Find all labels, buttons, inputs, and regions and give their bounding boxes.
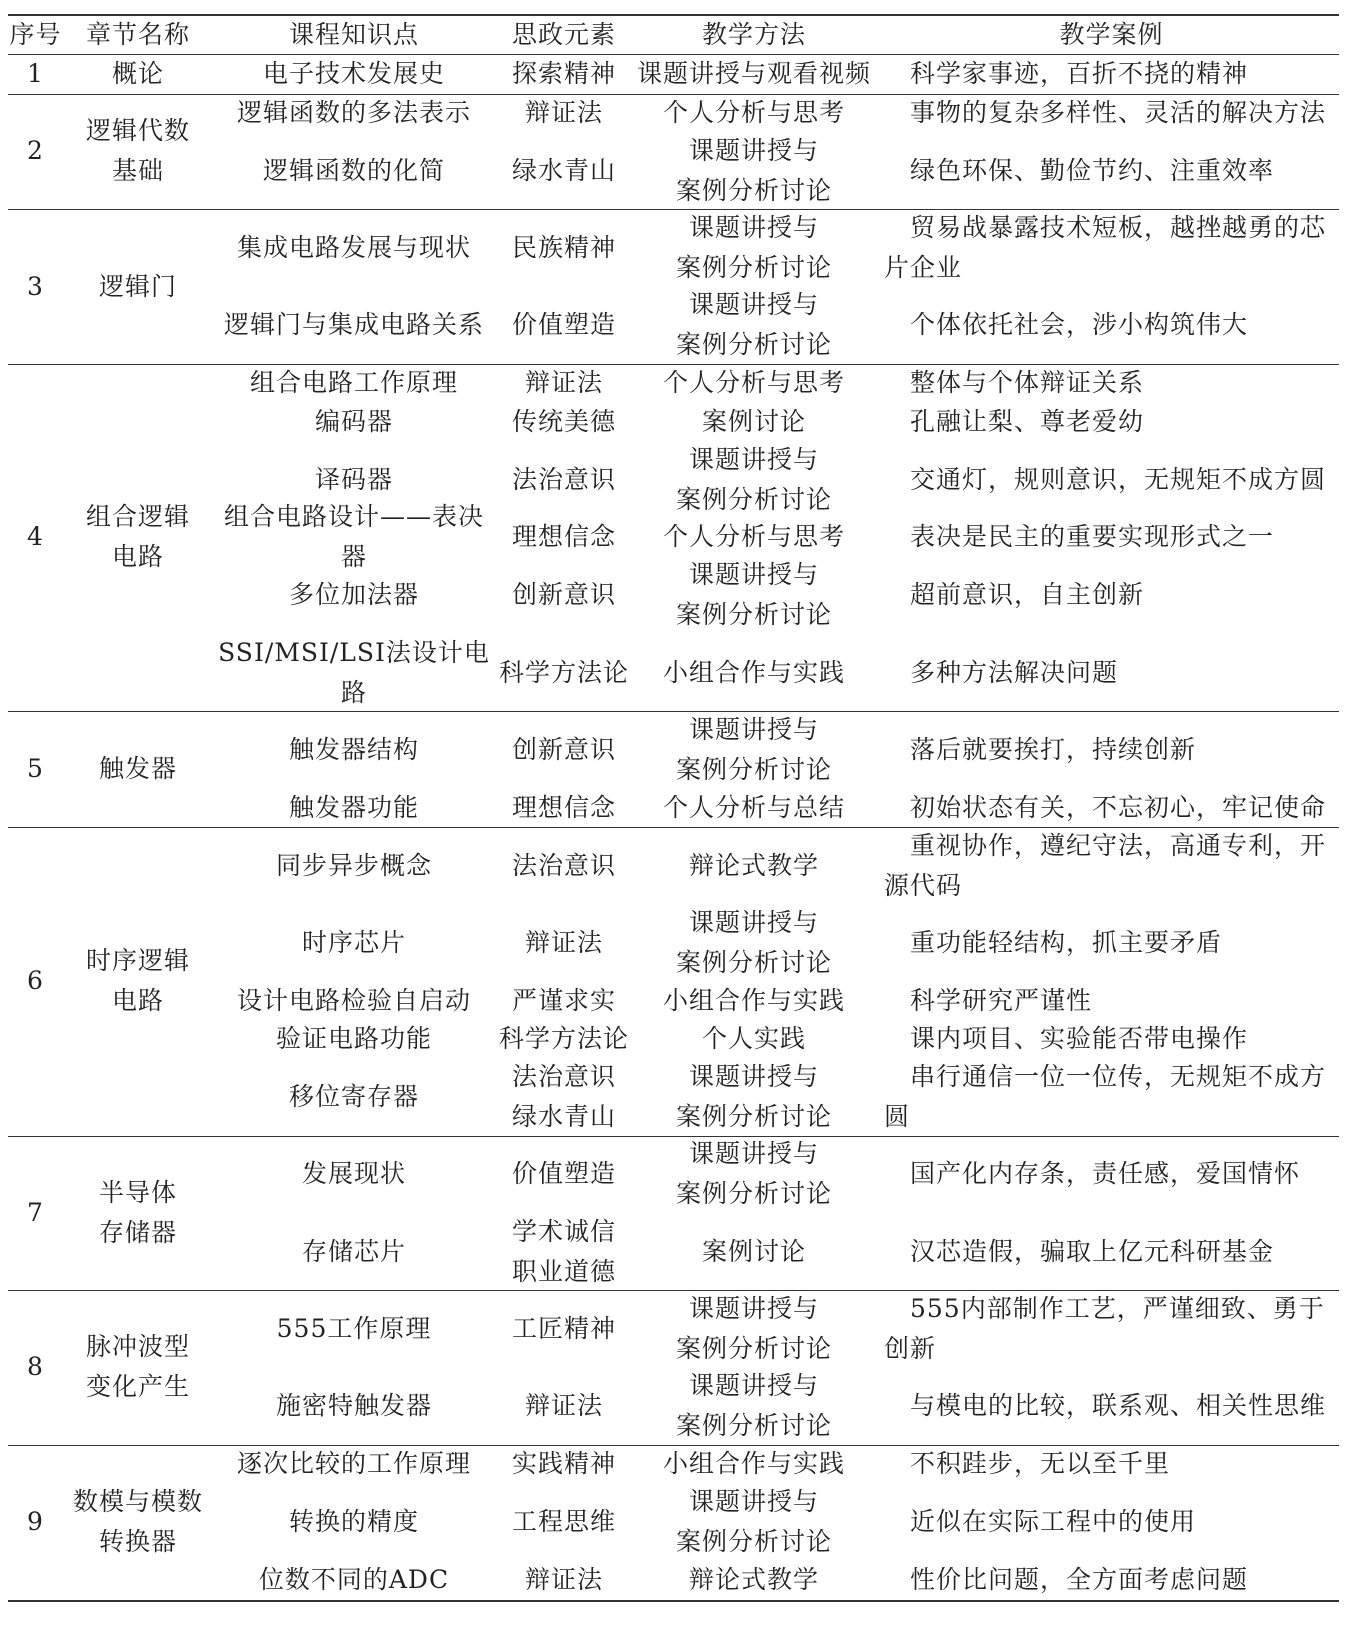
teaching-case-cell — [884, 1059, 1339, 1136]
ideology-element-cell — [495, 287, 633, 364]
teaching-case-cell-text: 初始状态有关，不忘初心，牢记使命 — [910, 792, 1327, 822]
ideology-element-cell-text: 创新意识 — [511, 734, 616, 764]
row-number-cell — [8, 827, 63, 1136]
ideology-element-cell-text: 辩证法 — [524, 97, 603, 127]
knowledge-point-cell-text: 555工作原理 — [276, 1313, 432, 1343]
teaching-method-cell-text: 课题讲授与 案例分析讨论 — [675, 1370, 832, 1440]
knowledge-point-cell — [213, 94, 495, 133]
knowledge-point-cell — [213, 364, 495, 403]
teaching-case-cell — [884, 1290, 1339, 1367]
ideology-element-cell-text: 科学方法论 — [498, 657, 629, 687]
teaching-method-cell-text: 个人分析与思考 — [662, 97, 845, 127]
ideology-element-cell-text: 创新意识 — [511, 580, 616, 610]
knowledge-point-cell-text: 存储芯片 — [301, 1236, 406, 1266]
teaching-method-cell — [633, 518, 875, 557]
header-no-text: 序号 — [9, 19, 62, 49]
teaching-method-cell-text: 课题讲授与 案例分析讨论 — [675, 1486, 832, 1556]
teaching-case-cell — [884, 1020, 1339, 1059]
chapter-name-cell — [63, 1290, 213, 1444]
teaching-case-cell-text: 落后就要挨打，持续创新 — [910, 734, 1197, 764]
teaching-method-cell-text: 课题讲授与 案例分析讨论 — [675, 907, 832, 977]
header-case-text: 教学案例 — [1059, 19, 1164, 49]
knowledge-point-cell — [213, 1059, 495, 1136]
teaching-case-cell-text: 贸易战暴露技术短板，越挫越勇的芯片企业 — [884, 212, 1327, 282]
teaching-method-cell — [633, 1367, 875, 1444]
knowledge-point-cell-text: 逻辑门与集成电路关系 — [223, 310, 484, 340]
header-element-text: 思政元素 — [511, 19, 616, 49]
knowledge-point-cell-text: 转换的精度 — [288, 1506, 419, 1536]
chapter-name-cell-text: 数模与模数 转换器 — [72, 1486, 203, 1556]
teaching-method-cell — [633, 209, 875, 286]
knowledge-point-cell-text: 逐次比较的工作原理 — [236, 1448, 471, 1478]
row-number-cell-text: 4 — [27, 522, 44, 552]
ideology-element-cell — [495, 132, 633, 209]
ideology-element-cell-text: 辩证法 — [524, 1564, 603, 1594]
chapter-name-cell-text: 半导体 存储器 — [98, 1177, 177, 1247]
teaching-method-cell-text: 小组合作与实践 — [662, 657, 845, 687]
teaching-case-cell-text: 多种方法解决问题 — [910, 657, 1119, 687]
knowledge-point-cell-text: 发展现状 — [301, 1159, 406, 1189]
teaching-case-cell — [884, 557, 1339, 634]
ideology-element-cell — [495, 94, 633, 133]
teaching-case-cell — [884, 1445, 1339, 1484]
teaching-case-cell — [884, 904, 1339, 981]
teaching-case-cell-text: 绿色环保、勤俭节约、注重效率 — [910, 155, 1275, 185]
chapter-name-cell — [63, 364, 213, 711]
knowledge-point-cell-text: 时序芯片 — [301, 927, 406, 957]
chapter-name-cell — [63, 55, 213, 94]
teaching-method-cell — [633, 634, 875, 711]
knowledge-point-cell — [213, 1445, 495, 1484]
teaching-case-cell-text: 555内部制作工艺，严谨细致、勇于创新 — [884, 1293, 1325, 1363]
ideology-element-cell-text: 价值塑造 — [511, 310, 616, 340]
teaching-method-cell — [633, 1560, 875, 1599]
chapter-name-cell — [63, 1445, 213, 1599]
chapter-name-cell-text: 脉冲波型 变化产生 — [85, 1332, 190, 1402]
knowledge-point-cell-text: 电子技术发展史 — [262, 59, 445, 89]
knowledge-point-cell — [213, 1213, 495, 1290]
chapter-name-cell — [63, 94, 213, 210]
knowledge-point-cell-text: 触发器功能 — [288, 792, 419, 822]
teaching-method-cell-text: 辩论式教学 — [688, 850, 819, 880]
knowledge-point-cell — [213, 1560, 495, 1599]
ideology-element-cell-text: 理想信念 — [511, 522, 616, 552]
knowledge-point-cell — [213, 711, 495, 788]
teaching-case-cell-text: 不积跬步，无以至千里 — [910, 1448, 1171, 1478]
knowledge-point-cell — [213, 1020, 495, 1059]
header-point — [213, 15, 495, 54]
knowledge-point-cell — [213, 1367, 495, 1444]
teaching-case-cell — [884, 1560, 1339, 1599]
teaching-case-cell-text: 性价比问题，全方面考虑问题 — [910, 1564, 1249, 1594]
row-number-cell-text: 3 — [27, 271, 44, 301]
ideology-element-cell-text: 辩证法 — [524, 368, 603, 398]
ideology-element-cell-text: 理想信念 — [511, 792, 616, 822]
teaching-case-cell-text: 近似在实际工程中的使用 — [910, 1506, 1197, 1536]
ideology-element-cell-text: 工匠精神 — [511, 1313, 616, 1343]
teaching-method-cell-text: 课题讲授与 案例分析讨论 — [675, 1139, 832, 1209]
chapter-name-cell-text: 逻辑代数 基础 — [85, 116, 190, 186]
ideology-element-cell-text: 法治意识 — [511, 464, 616, 494]
teaching-method-cell — [633, 441, 875, 518]
ideology-element-cell-text: 法治意识 — [511, 850, 616, 880]
ideology-element-cell-text: 价值塑造 — [511, 1159, 616, 1189]
row-number-cell — [8, 94, 63, 210]
row-number-cell — [8, 55, 63, 94]
teaching-method-cell — [633, 1213, 875, 1290]
ideology-element-cell-text: 学术诚信 职业道德 — [511, 1216, 616, 1286]
ideology-element-cell-text: 法治意识 绿水青山 — [511, 1062, 616, 1132]
teaching-case-cell-text: 汉芯造假，骗取上亿元科研基金 — [910, 1236, 1275, 1266]
row-number-cell-text: 5 — [27, 754, 44, 784]
teaching-method-cell — [633, 1059, 875, 1136]
teaching-method-cell-text: 课题讲授与 案例分析讨论 — [675, 444, 832, 514]
teaching-case-cell-text: 整体与个体辩证关系 — [910, 368, 1145, 398]
knowledge-point-cell — [213, 55, 495, 94]
teaching-case-cell — [884, 634, 1339, 711]
teaching-case-cell-text: 事物的复杂多样性、灵活的解决方法 — [910, 97, 1327, 127]
knowledge-point-cell-text: 组合电路设计——表决器 — [223, 502, 484, 572]
knowledge-point-cell — [213, 402, 495, 441]
knowledge-point-cell — [213, 132, 495, 209]
ideology-element-cell-text: 辩证法 — [524, 1390, 603, 1420]
knowledge-point-cell-text: 编码器 — [314, 406, 393, 436]
teaching-case-cell — [884, 209, 1339, 286]
teaching-case-cell-text: 串行通信一位一位传，无规矩不成方圆 — [884, 1062, 1327, 1132]
teaching-method-cell — [633, 287, 875, 364]
teaching-case-cell — [884, 1213, 1339, 1290]
teaching-case-cell — [884, 287, 1339, 364]
teaching-method-cell — [633, 711, 875, 788]
ideology-element-cell-text: 绿水青山 — [511, 155, 616, 185]
teaching-method-cell-text: 课题讲授与 案例分析讨论 — [675, 212, 832, 282]
knowledge-point-cell — [213, 981, 495, 1020]
teaching-method-cell-text: 小组合作与实践 — [662, 1448, 845, 1478]
teaching-case-cell-text: 重功能轻结构，抓主要矛盾 — [910, 927, 1223, 957]
teaching-method-cell-text: 个人分析与思考 — [662, 368, 845, 398]
row-number-cell-text: 6 — [27, 966, 44, 996]
ideology-element-cell — [495, 441, 633, 518]
chapter-name-cell — [63, 209, 213, 363]
teaching-method-cell-text: 个人实践 — [701, 1024, 806, 1054]
knowledge-point-cell — [213, 557, 495, 634]
teaching-case-cell-text: 交通灯，规则意识，无规矩不成方圆 — [910, 464, 1327, 494]
teaching-method-cell-text: 个人分析与总结 — [662, 792, 845, 822]
teaching-case-cell — [884, 1136, 1339, 1213]
teaching-method-cell — [633, 981, 875, 1020]
teaching-method-cell — [633, 1483, 875, 1560]
header-no — [8, 15, 63, 54]
header-case — [884, 15, 1339, 54]
chapter-name-cell-text: 逻辑门 — [98, 271, 177, 301]
ideology-element-cell-text: 民族精神 — [511, 232, 616, 262]
knowledge-point-cell-text: 施密特触发器 — [275, 1390, 432, 1420]
chapter-name-cell-text: 概论 — [111, 59, 164, 89]
knowledge-point-cell-text: SSI/MSI/LSI法设计电路 — [218, 637, 490, 707]
chapter-name-cell — [63, 827, 213, 1136]
ideology-element-cell — [495, 55, 633, 94]
teaching-method-cell-text: 课题讲授与 案例分析讨论 — [675, 714, 832, 784]
teaching-method-cell-text: 课题讲授与 案例分析讨论 — [675, 1062, 832, 1132]
teaching-method-cell — [633, 1290, 875, 1367]
knowledge-point-cell — [213, 209, 495, 286]
teaching-method-cell-text: 课题讲授与 案例分析讨论 — [675, 135, 832, 205]
knowledge-point-cell — [213, 502, 495, 572]
chapter-name-cell — [63, 1136, 213, 1290]
header-chapter — [63, 15, 213, 54]
ideology-element-cell — [495, 981, 633, 1020]
chapter-name-cell-text: 组合逻辑 电路 — [85, 502, 190, 572]
ideology-element-cell — [495, 518, 633, 557]
teaching-case-cell — [884, 441, 1339, 518]
knowledge-point-cell-text: 验证电路功能 — [275, 1024, 432, 1054]
teaching-method-cell-text: 案例讨论 — [701, 406, 806, 436]
row-number-cell-text: 1 — [27, 59, 44, 89]
teaching-case-cell-text: 表决是民主的重要实现形式之一 — [910, 522, 1275, 552]
teaching-method-cell-text: 课题讲授与 案例分析讨论 — [675, 560, 832, 630]
teaching-method-cell-text: 课题讲授与观看视频 — [636, 59, 871, 89]
teaching-case-cell-text: 与模电的比较，联系观、相关性思维 — [910, 1390, 1327, 1420]
ideology-element-cell — [495, 1367, 633, 1444]
ideology-element-cell — [495, 711, 633, 788]
teaching-method-cell — [633, 1136, 875, 1213]
rule-line — [8, 1600, 1339, 1602]
teaching-case-cell-text: 重视协作，遵纪守法，高通专利，开源代码 — [884, 830, 1327, 900]
row-number-cell — [8, 1136, 63, 1290]
teaching-method-cell — [633, 94, 875, 133]
teaching-case-cell — [884, 55, 1339, 94]
ideology-element-cell-text: 传统美德 — [511, 406, 616, 436]
row-number-cell — [8, 1290, 63, 1444]
ideology-element-cell — [495, 788, 633, 827]
teaching-method-cell-text: 个人分析与思考 — [662, 522, 845, 552]
ideology-element-cell — [495, 557, 633, 634]
chapter-name-cell-text: 触发器 — [98, 754, 177, 784]
knowledge-point-cell-text: 同步异步概念 — [275, 850, 432, 880]
knowledge-point-cell-text: 多位加法器 — [288, 580, 419, 610]
knowledge-point-cell-text: 移位寄存器 — [288, 1082, 419, 1112]
knowledge-point-cell-text: 触发器结构 — [288, 734, 419, 764]
ideology-element-cell — [495, 634, 633, 711]
ideology-element-cell-text: 辩证法 — [524, 927, 603, 957]
knowledge-point-cell-text: 译码器 — [314, 464, 393, 494]
row-number-cell — [8, 711, 63, 827]
knowledge-point-cell — [213, 1483, 495, 1560]
row-number-cell — [8, 364, 63, 711]
teaching-case-cell-text: 超前意识，自主创新 — [910, 580, 1145, 610]
teaching-method-cell — [633, 402, 875, 441]
knowledge-point-cell-text: 设计电路检验自启动 — [236, 985, 471, 1015]
teaching-method-cell-text: 课题讲授与 案例分析讨论 — [675, 1293, 832, 1363]
ideology-element-cell — [495, 402, 633, 441]
knowledge-point-cell-text: 组合电路工作原理 — [249, 368, 458, 398]
row-number-cell-text: 9 — [27, 1506, 44, 1536]
teaching-method-cell — [633, 827, 875, 904]
knowledge-point-cell — [213, 827, 495, 904]
ideology-element-cell — [495, 1290, 633, 1367]
ideology-element-cell-text: 科学方法论 — [498, 1024, 629, 1054]
row-number-cell-text: 7 — [27, 1197, 44, 1227]
chapter-name-cell-text: 时序逻辑 电路 — [85, 946, 190, 1016]
knowledge-point-cell-text: 集成电路发展与现状 — [236, 232, 471, 262]
ideology-element-cell-text: 实践精神 — [511, 1448, 616, 1478]
teaching-method-cell-text: 小组合作与实践 — [662, 985, 845, 1015]
knowledge-point-cell — [213, 287, 495, 364]
ideology-element-cell — [495, 827, 633, 904]
teaching-method-cell-text: 辩论式教学 — [688, 1564, 819, 1594]
teaching-case-cell — [884, 788, 1339, 827]
ideology-element-cell — [495, 1059, 633, 1136]
ideology-element-cell — [495, 1020, 633, 1059]
knowledge-point-cell — [213, 788, 495, 827]
teaching-case-cell — [884, 827, 1339, 904]
ideology-element-cell — [495, 1213, 633, 1290]
knowledge-point-cell-text: 逻辑函数的多法表示 — [236, 97, 471, 127]
teaching-case-cell — [884, 402, 1339, 441]
teaching-method-cell — [633, 1020, 875, 1059]
teaching-method-cell — [633, 557, 875, 634]
header-chapter-text: 章节名称 — [85, 19, 190, 49]
row-number-cell-text: 2 — [27, 136, 44, 166]
row-number-cell-text: 8 — [27, 1352, 44, 1382]
teaching-method-cell — [633, 904, 875, 981]
row-number-cell — [8, 1445, 63, 1599]
teaching-method-cell — [633, 132, 875, 209]
ideology-element-cell-text: 工程思维 — [511, 1506, 616, 1536]
teaching-case-cell — [884, 518, 1339, 557]
teaching-case-cell — [884, 1483, 1339, 1560]
teaching-case-cell-text: 国产化内存条，责任感，爱国情怀 — [910, 1159, 1301, 1189]
teaching-method-cell — [633, 1445, 875, 1484]
knowledge-point-cell — [213, 904, 495, 981]
ideology-element-cell — [495, 364, 633, 403]
teaching-case-cell — [884, 132, 1339, 209]
teaching-case-cell — [884, 364, 1339, 403]
teaching-method-cell — [633, 364, 875, 403]
teaching-case-cell-text: 科学研究严谨性 — [910, 985, 1093, 1015]
knowledge-point-cell-text: 位数不同的ADC — [258, 1564, 450, 1594]
header-method — [633, 15, 875, 54]
teaching-case-cell — [884, 981, 1339, 1020]
ideology-element-cell — [495, 1560, 633, 1599]
teaching-case-cell — [884, 711, 1339, 788]
ideology-element-cell — [495, 1445, 633, 1484]
ideology-element-cell — [495, 904, 633, 981]
teaching-case-cell — [884, 1367, 1339, 1444]
teaching-case-cell-text: 课内项目、实验能否带电操作 — [910, 1024, 1249, 1054]
teaching-case-cell — [884, 94, 1339, 133]
teaching-case-cell-text: 个体依托社会，涉小构筑伟大 — [910, 310, 1249, 340]
header-element — [495, 15, 633, 54]
teaching-case-cell-text: 孔融让梨、尊老爱幼 — [910, 406, 1145, 436]
teaching-method-cell — [633, 55, 875, 94]
header-method-text: 教学方法 — [701, 19, 806, 49]
teaching-case-cell-text: 科学家事迹，百折不挠的精神 — [910, 59, 1249, 89]
ideology-element-cell-text: 严谨求实 — [511, 985, 616, 1015]
teaching-method-cell-text: 课题讲授与 案例分析讨论 — [675, 290, 832, 360]
knowledge-point-cell — [213, 1290, 495, 1367]
knowledge-point-cell-text: 逻辑函数的化简 — [262, 155, 445, 185]
ideology-element-cell-text: 探索精神 — [511, 59, 616, 89]
ideology-element-cell — [495, 1136, 633, 1213]
chapter-name-cell — [63, 711, 213, 827]
teaching-method-cell — [633, 788, 875, 827]
knowledge-point-cell — [213, 634, 495, 711]
teaching-method-cell-text: 案例讨论 — [701, 1236, 806, 1266]
ideology-element-cell — [495, 1483, 633, 1560]
knowledge-point-cell — [213, 1136, 495, 1213]
header-point-text: 课程知识点 — [288, 19, 419, 49]
ideology-element-cell — [495, 209, 633, 286]
row-number-cell — [8, 209, 63, 363]
